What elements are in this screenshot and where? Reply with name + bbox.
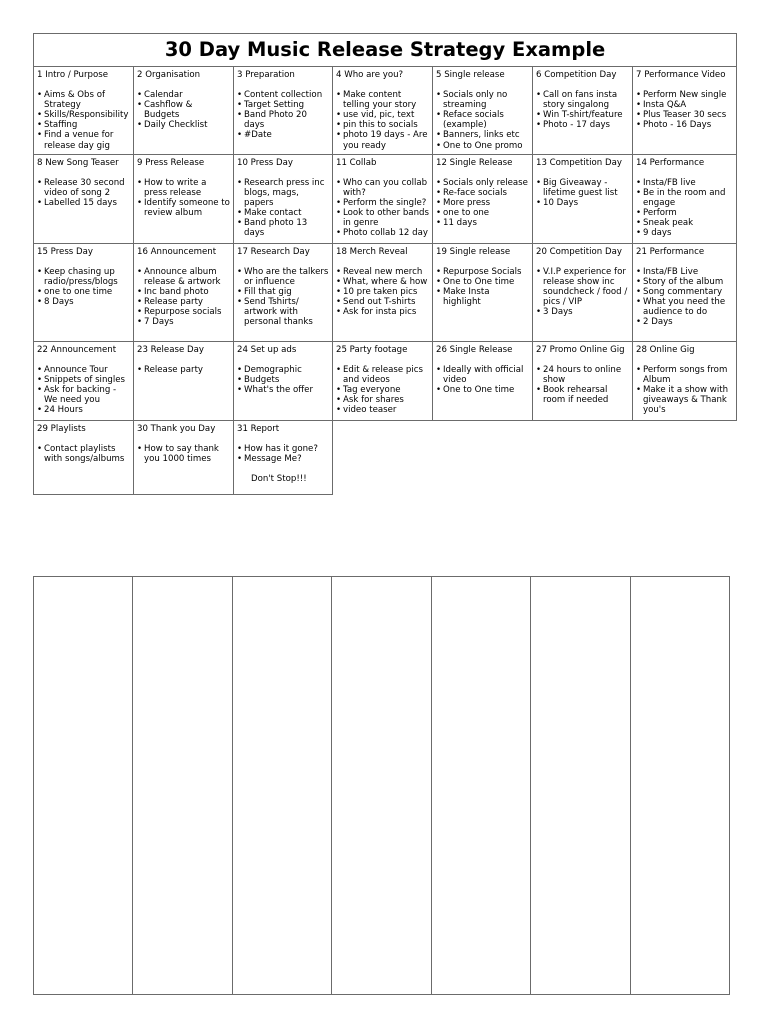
list-item: • 11 days	[436, 218, 529, 228]
list-item: • Research press inc blogs, mags, papers	[237, 178, 329, 208]
list-item: • Daily Checklist	[137, 120, 230, 130]
list-item: • one to one time	[37, 287, 130, 297]
list-item: • Snippets of singles	[37, 375, 130, 385]
day-heading: 21 Performance	[636, 246, 705, 257]
day-heading: 9 Press Release	[137, 157, 205, 168]
list-item: • One to One time	[436, 277, 529, 287]
day-cell	[533, 67, 633, 155]
day-cell	[333, 341, 433, 420]
day-cell	[134, 341, 234, 420]
list-item: • Call on fans insta story singalong	[536, 90, 629, 110]
list-item: • Insta/FB Live	[636, 267, 733, 277]
day-heading: 20 Competition Day	[536, 246, 622, 257]
list-item: • Release party	[137, 365, 230, 375]
day-heading: 25 Party footage	[336, 344, 408, 355]
day-items	[37, 90, 130, 151]
day-heading: 14 Performance	[636, 157, 705, 168]
list-item: • Announce Tour	[37, 365, 130, 375]
day-heading: 3 Preparation	[237, 70, 295, 80]
day-heading: 4 Who are you?	[336, 70, 404, 80]
list-item: • Who can you collab with?	[336, 178, 429, 198]
list-item: • Repurpose Socials	[436, 267, 529, 277]
list-item: • One to One promo	[436, 141, 529, 151]
day-items	[536, 178, 629, 208]
list-item: • What you need the audience to do	[636, 297, 733, 317]
day-items	[436, 90, 529, 151]
day-items	[436, 267, 529, 307]
day-heading: 22 Announcement	[37, 344, 117, 355]
list-item: • 10 pre taken pics	[336, 287, 429, 297]
day-items	[536, 267, 629, 317]
day-items	[137, 178, 230, 218]
list-item: • Plus Teaser 30 secs	[636, 110, 733, 120]
day-items	[636, 90, 733, 130]
day-items	[336, 90, 429, 151]
list-item: • Send Tshirts/ artwork with personal thanks	[237, 297, 329, 327]
day-heading: 17 Research Day	[237, 246, 310, 257]
list-item: • Ask for shares	[336, 395, 429, 405]
day-items	[237, 267, 329, 328]
list-item: • Message Me?	[237, 454, 329, 464]
day-heading: 15 Press Day	[37, 246, 93, 257]
list-item: • Reface socials (example)	[436, 110, 529, 130]
list-item: • Perform	[636, 208, 733, 218]
blank-column	[630, 577, 729, 995]
list-item: • Fill that gig	[237, 287, 329, 297]
day-heading: 18 Merch Reveal	[336, 246, 408, 257]
blank-column	[332, 577, 431, 995]
day-cell	[134, 420, 234, 494]
list-item: • Who are the talkers or influence	[237, 267, 329, 287]
list-item: • Photo - 17 days	[536, 120, 629, 130]
day-heading: 6 Competition Day	[536, 70, 617, 80]
list-item: • Announce album release & artwork	[137, 267, 230, 287]
list-item: • Re-face socials	[436, 188, 529, 198]
list-item: • use vid, pic, text	[336, 110, 429, 120]
day-heading: 10 Press Day	[237, 157, 293, 168]
day-items	[536, 90, 629, 130]
day-heading: 13 Competition Day	[536, 157, 622, 168]
list-item: • V.I.P experience for release show inc soundcheck / food / pics / VIP	[536, 267, 629, 307]
list-item: • Win T-shirt/feature	[536, 110, 629, 120]
day-heading: 29 Playlists	[37, 423, 86, 434]
list-item: • Identify someone to review album	[137, 198, 230, 218]
day-cell	[234, 341, 333, 420]
day-items	[237, 444, 329, 464]
day-cell	[333, 67, 433, 155]
list-item: • Contact playlists with songs/albums	[37, 444, 130, 464]
list-item: • Band Photo 20 days	[237, 110, 329, 130]
day-items	[237, 90, 329, 140]
list-item: • Budgets	[237, 375, 329, 385]
day-heading: 5 Single release	[436, 70, 505, 80]
day-cell	[433, 154, 533, 243]
list-item: • Calendar	[137, 90, 230, 100]
list-item: • Perform the single?	[336, 198, 429, 208]
day-items	[436, 365, 529, 395]
list-item: • Cashflow & Budgets	[137, 100, 230, 120]
list-item: • Ideally with official video	[436, 365, 529, 385]
list-item: • Look to other bands in genre	[336, 208, 429, 228]
day-cell	[234, 243, 333, 341]
list-item: • How has it gone?	[237, 444, 329, 454]
dont-stop-note: Don't Stop!!!	[251, 473, 307, 484]
list-item: • Ask for insta pics	[336, 307, 429, 317]
list-item: • Find a venue for release day gig	[37, 130, 130, 150]
list-item: • Keep chasing up radio/press/blogs	[37, 267, 130, 287]
day-items	[37, 365, 130, 415]
list-item: • Ask for backing - We need you	[37, 385, 130, 405]
blank-column	[431, 577, 530, 995]
day-cell	[134, 154, 234, 243]
list-item: • Perform New single	[636, 90, 733, 100]
day-heading: 24 Set up ads	[237, 344, 297, 355]
blank-planning-grid	[33, 576, 730, 995]
list-item: • photo 19 days - Are you ready	[336, 130, 429, 150]
list-item: • 2 Days	[636, 317, 733, 327]
list-item: • one to one	[436, 208, 529, 218]
day-heading: 23 Release Day	[137, 344, 204, 355]
list-item: • pin this to socials	[336, 120, 429, 130]
day-items	[636, 365, 733, 415]
day-items	[37, 178, 130, 208]
list-item: • 24 hours to online show	[536, 365, 629, 385]
list-item: • video teaser	[336, 405, 429, 415]
list-item: • Reveal new merch	[336, 267, 429, 277]
day-cell	[533, 154, 633, 243]
day-cell	[134, 243, 234, 341]
list-item: • Tag everyone	[336, 385, 429, 395]
list-item: • Aims & Obs of Strategy	[37, 90, 130, 110]
day-items	[37, 267, 130, 307]
day-cell	[34, 67, 134, 155]
day-cell	[433, 243, 533, 341]
day-cell	[533, 341, 633, 420]
list-item: • Make content telling your story	[336, 90, 429, 110]
list-item: • Content collection	[237, 90, 329, 100]
day-heading: 28 Online Gig	[636, 344, 695, 355]
list-item: • 9 days	[636, 228, 733, 238]
list-item: • Staffing	[37, 120, 130, 130]
list-item: • Photo - 16 Days	[636, 120, 733, 130]
blank-column	[232, 577, 331, 995]
blank-column	[531, 577, 630, 995]
day-cell	[34, 154, 134, 243]
day-heading: 2 Organisation	[137, 70, 201, 80]
list-item: • 8 Days	[37, 297, 130, 307]
day-items	[137, 90, 230, 130]
list-item: • Sneak peak	[636, 218, 733, 228]
list-item: • How to say thank you 1000 times	[137, 444, 230, 464]
day-cell	[234, 420, 333, 494]
day-cell	[633, 154, 737, 243]
list-item: • One to One time	[436, 385, 529, 395]
list-item: • Be in the room and engage	[636, 188, 733, 208]
list-item: • Make Insta highlight	[436, 287, 529, 307]
day-heading: 1 Intro / Purpose	[37, 70, 108, 80]
day-items	[137, 444, 230, 464]
day-items	[436, 178, 529, 228]
day-heading: 11 Collab	[336, 157, 377, 168]
day-items	[636, 267, 733, 328]
day-heading: 19 Single release	[436, 246, 511, 257]
day-items	[237, 365, 329, 395]
day-items	[336, 365, 429, 415]
list-item: • 3 Days	[536, 307, 629, 317]
day-heading: 26 Single Release	[436, 344, 513, 355]
day-cell	[234, 154, 333, 243]
list-item: • Repurpose socials	[137, 307, 230, 317]
list-item: • How to write a press release	[137, 178, 230, 198]
list-item: • 24 Hours	[37, 405, 130, 415]
day-heading: 31 Report	[237, 423, 280, 434]
list-item: • Socials only no streaming	[436, 90, 529, 110]
empty-area	[333, 420, 737, 494]
day-cell	[34, 420, 134, 494]
week-row-2	[34, 154, 737, 243]
list-item: • Photo collab 12 day	[336, 228, 429, 238]
list-item: • Insta/FB live	[636, 178, 733, 188]
day-heading: 12 Single Release	[436, 157, 513, 168]
day-cell	[633, 243, 737, 341]
week-row-1	[34, 67, 737, 155]
list-item: • Edit & release pics and videos	[336, 365, 429, 385]
day-items	[336, 267, 429, 317]
list-item: • Skills/Responsibility	[37, 110, 130, 120]
day-items	[137, 365, 230, 375]
week-row-3	[34, 243, 737, 341]
day-cell	[633, 341, 737, 420]
list-item: • Make it a show with giveaways & Thank you's	[636, 385, 733, 415]
list-item: • 10 Days	[536, 198, 629, 208]
day-items	[137, 267, 230, 328]
day-cell	[34, 341, 134, 420]
list-item: • Inc band photo	[137, 287, 230, 297]
day-cell	[533, 243, 633, 341]
list-item: • Band photo 13 days	[237, 218, 329, 238]
list-item: • What, where & how	[336, 277, 429, 287]
day-heading: 16 Announcement	[137, 246, 217, 257]
day-heading: 27 Promo Online Gig	[536, 344, 625, 355]
list-item: • Song commentary	[636, 287, 733, 297]
list-item: • Big Giveaway - lifetime guest list	[536, 178, 629, 198]
day-cell	[333, 243, 433, 341]
blank-column	[133, 577, 232, 995]
week-row-4	[34, 341, 737, 420]
day-heading: 30 Thank you Day	[137, 423, 216, 434]
day-cell	[134, 67, 234, 155]
list-item: • Target Setting	[237, 100, 329, 110]
day-cell	[34, 243, 134, 341]
list-item: • #Date	[237, 130, 329, 140]
list-item: • Insta Q&A	[636, 100, 733, 110]
list-item: • Perform songs from Album	[636, 365, 733, 385]
blank-column	[34, 577, 133, 995]
day-heading: 7 Performance Video	[636, 70, 726, 80]
list-item: • Demographic	[237, 365, 329, 375]
strategy-calendar	[33, 33, 737, 495]
list-item: • Socials only release	[436, 178, 529, 188]
list-item: • Send out T-shirts	[336, 297, 429, 307]
day-items	[37, 444, 130, 464]
list-item: • Book rehearsal room if needed	[536, 385, 629, 405]
day-items	[237, 178, 329, 239]
day-cell	[433, 341, 533, 420]
day-cell	[234, 67, 333, 155]
list-item: • Story of the album	[636, 277, 733, 287]
list-item: • 7 Days	[137, 317, 230, 327]
day-cell	[633, 67, 737, 155]
list-item: • More press	[436, 198, 529, 208]
list-item: • Make contact	[237, 208, 329, 218]
week-row-5	[34, 420, 737, 494]
list-item: • Release party	[137, 297, 230, 307]
day-items	[336, 178, 429, 239]
day-cell	[433, 67, 533, 155]
day-cell	[333, 154, 433, 243]
list-item: • What's the offer	[237, 385, 329, 395]
day-heading: 8 New Song Teaser	[37, 157, 119, 168]
page-title: 30 Day Music Release Strategy Example	[34, 34, 737, 67]
day-items	[636, 178, 733, 239]
list-item: • Labelled 15 days	[37, 198, 130, 208]
list-item: • Banners, links etc	[436, 130, 529, 140]
day-items	[536, 365, 629, 405]
list-item: • Release 30 second video of song 2	[37, 178, 130, 198]
